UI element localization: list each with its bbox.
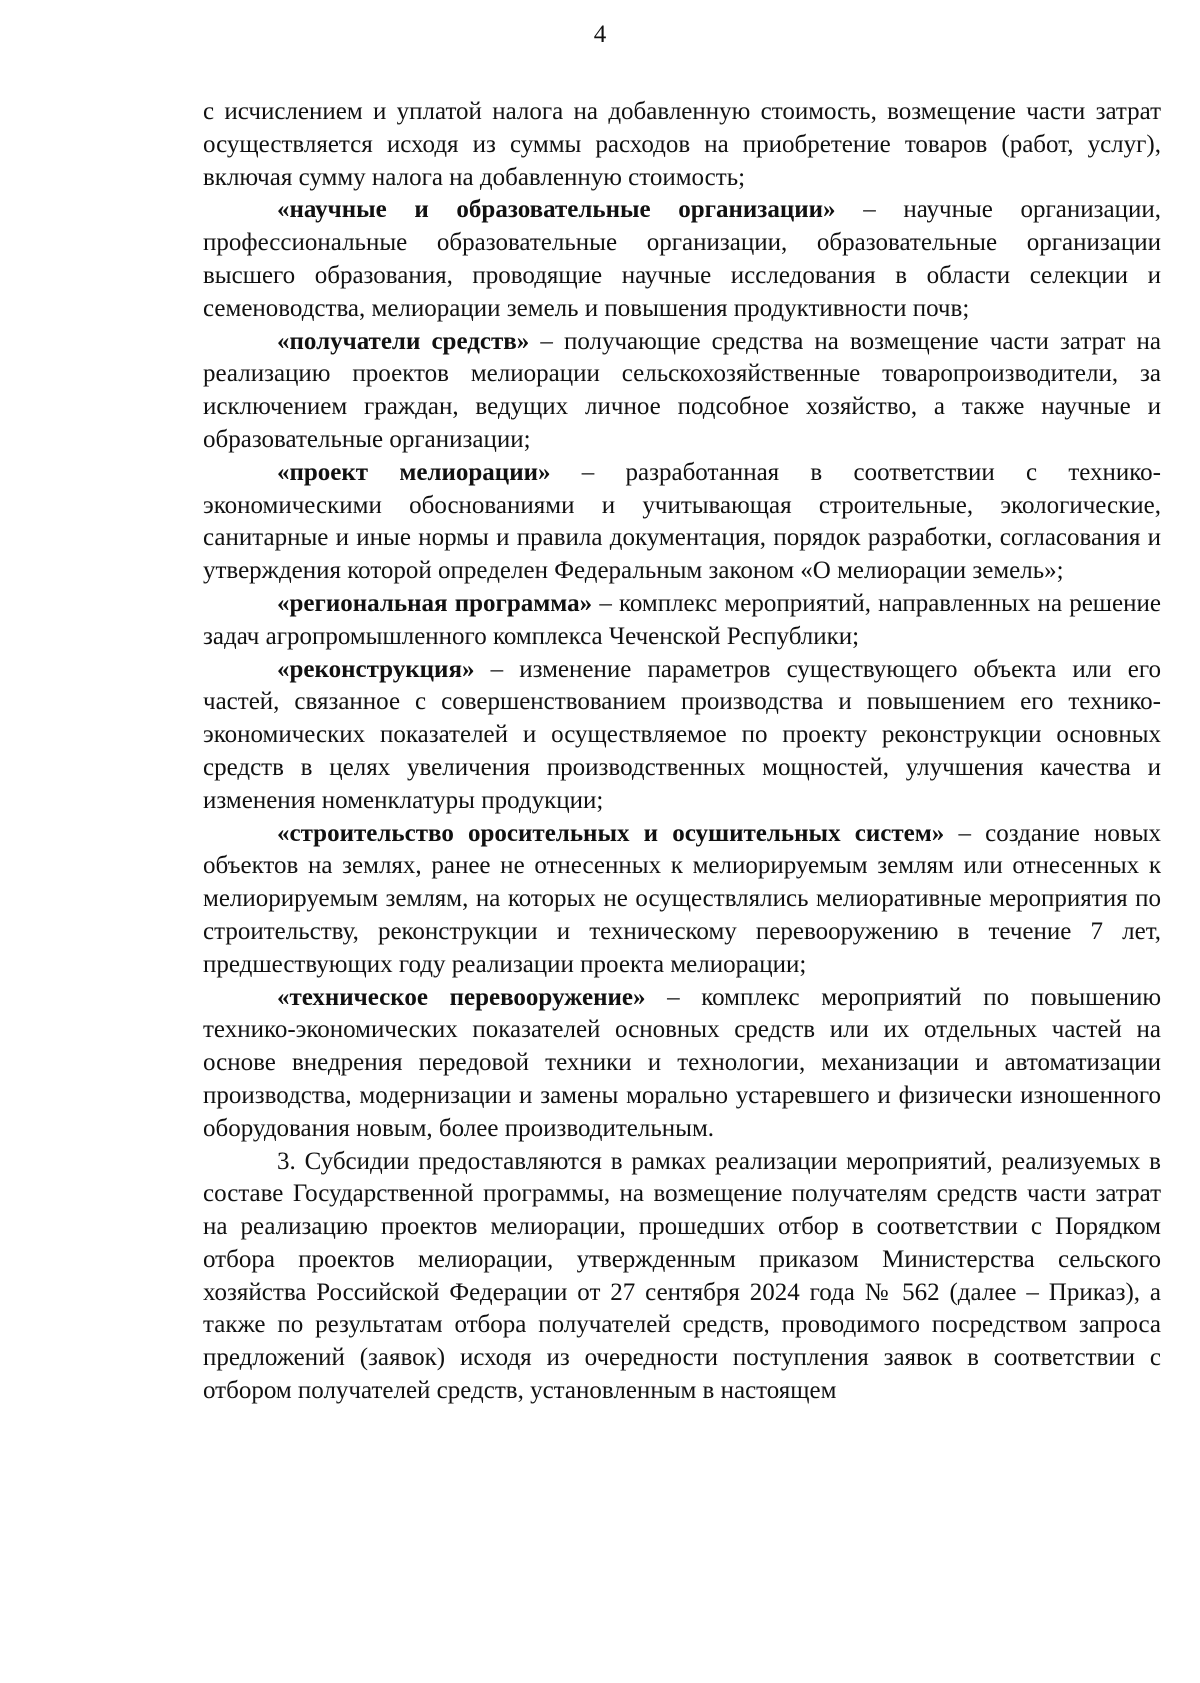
paragraph-clause-3-subsidies <box>203 1146 1161 1408</box>
paragraph-definition-regional-program <box>203 588 1161 654</box>
defined-term: «техническое перевооружение» <box>277 983 646 1011</box>
definition-text: – получающие средства на возмещение части затрат на реализацию проектов мелиорации сельскохозяйственные товаропроизводители, за исключением граждан, ведущих личное подсобное хозяйство, а также научные и образовательные организации; <box>203 327 1161 453</box>
document-body <box>203 96 1161 1408</box>
paragraph-definition-recipients <box>203 326 1161 457</box>
paragraph-definition-reconstruction <box>203 654 1161 818</box>
paragraph-definition-melioration-project <box>203 457 1161 588</box>
defined-term: «получатели средств» <box>277 327 530 355</box>
paragraph-definition-technical-reequipment <box>203 982 1161 1146</box>
paragraph-text: 3. Субсидии предоставляются в рамках реализации мероприятий, реализуемых в составе Государственной программы, на возмещение получателям средств части затрат на реализацию проектов мелиорации, прошедших отбор в соответствии с Порядком отбора проектов мелиорации, утвержденным приказом Министерства сельского хозяйства Российской Федерации от 27 сентября 2024 года № 562 (далее – Приказ), а также по результатам отбора получателей средств, проводимого посредством запроса предложений (заявок) исходя из очередности поступления заявок в соответствии с отбором получателей средств, установленным в настоящем <box>203 1147 1161 1405</box>
defined-term: «проект мелиорации» <box>277 458 551 486</box>
defined-term: «научные и образовательные организации» <box>277 196 836 224</box>
page-number: 4 <box>593 21 607 48</box>
definition-text: – научные организации, профессиональные образовательные организации, образовательные организации высшего образования, проводящие научные исследования в области селекции и семеноводства, мелиорации земель и повышения продуктивности почв; <box>203 196 1161 322</box>
definition-text: – изменение параметров существующего объекта или его частей, связанное с совершенствованием производства и повышением его технико-экономических показателей и осуществляемое по проекту реконструкции основных средств в целях увеличения производственных мощностей, улучшения качества и изменения номенклатуры продукции; <box>203 655 1161 814</box>
defined-term: «региональная программа» <box>277 589 593 617</box>
defined-term: «строительство оросительных и осушительных систем» <box>277 819 945 847</box>
defined-term: «реконструкция» <box>277 655 475 683</box>
paragraph-text: с исчислением и уплатой налога на добавленную стоимость, возмещение части затрат осуществляется исходя из суммы расходов на приобретение товаров (работ, услуг), включая сумму налога на добавленную стоимость; <box>203 98 1161 191</box>
definition-text: – разработанная в соответствии с технико-экономическими обоснованиями и учитывающая строительные, экологические, санитарные и иные нормы и правила документация, порядок разработки, согласования и утверждения которой определен Федеральным законом «О мелиорации земель»; <box>203 458 1161 585</box>
paragraph-definition-scientific-organizations <box>203 194 1161 325</box>
definition-text: – комплекс мероприятий по повышению технико-экономических показателей основных средств или их отдельных частей на основе внедрения передовой техники и технологии, механизации и автоматизации производства, модернизации и замены морально устаревшего и физически изношенного оборудования новым, более производительным. <box>203 983 1162 1142</box>
paragraph-vat-continuation <box>203 96 1161 194</box>
paragraph-definition-irrigation-construction <box>203 818 1161 982</box>
definition-text: – создание новых объектов на землях, ранее не отнесенных к мелиорируемым землям или отнесенных к мелиорируемым землям, на которых не осуществлялись мелиоративные мероприятия по строительству, реконструкции и техническому перевооружению в течение 7 лет, предшествующих году реализации проекта мелиорации; <box>203 819 1162 978</box>
definition-text: – комплекс мероприятий, направленных на решение задач агропромышленного комплекса Чеченской Республики; <box>203 589 1161 650</box>
